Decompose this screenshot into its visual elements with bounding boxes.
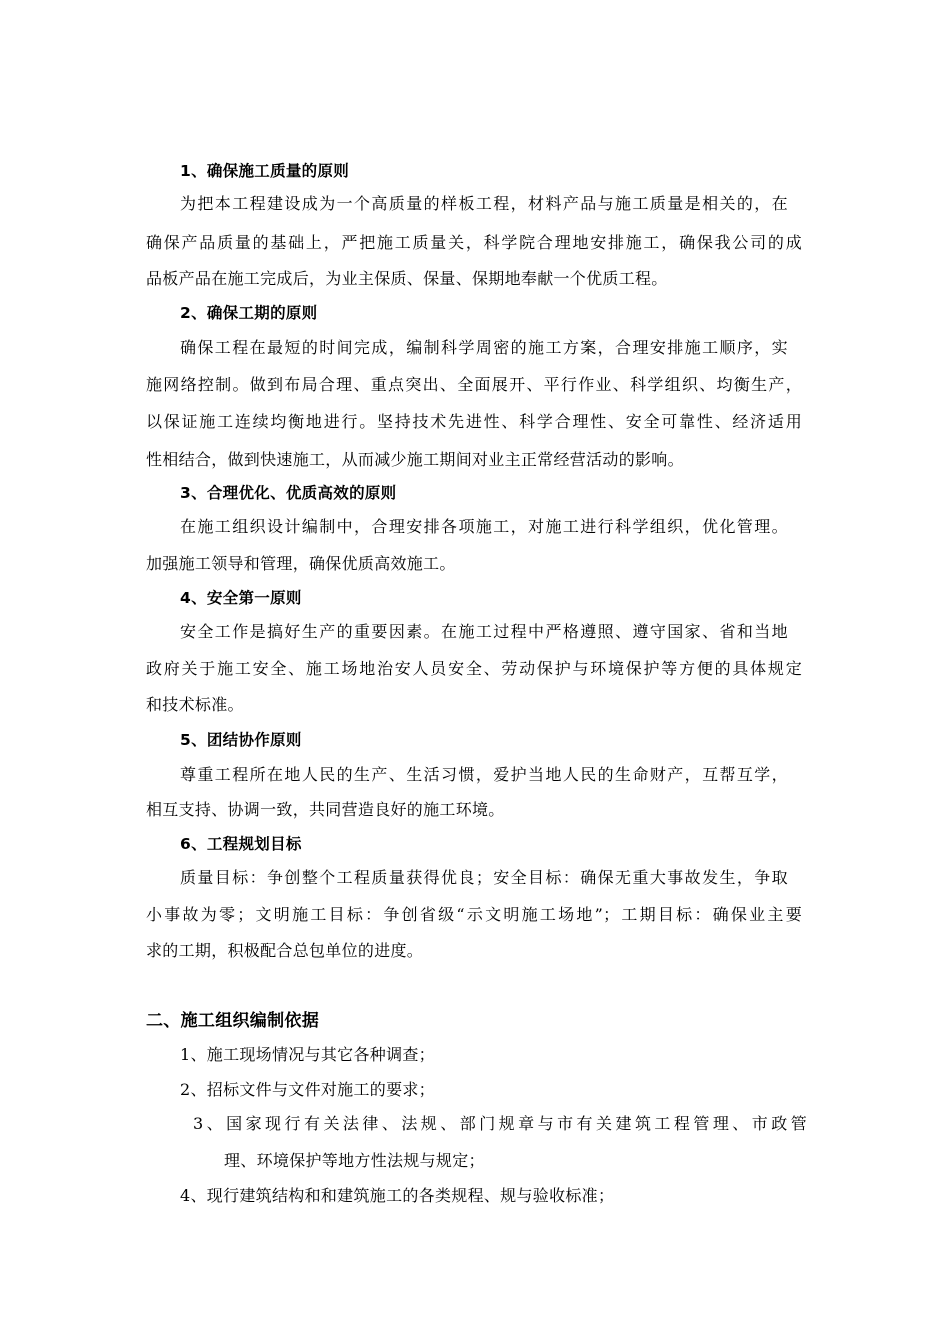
- section-2-heading: 2、确保工期的原则: [180, 304, 318, 322]
- section-2-line-3: 以保证施工连续均衡地进行。坚持技术先进性、科学合理性、安全可靠性、经济适用: [146, 412, 802, 431]
- section-5-heading: 5、团结协作原则: [180, 731, 302, 749]
- section-4-line-3: 和技术标准。: [146, 695, 244, 714]
- section-1-line-3: 品板产品在施工完成后，为业主保质、保量、保期地奉献一个优质工程。: [146, 269, 668, 288]
- section-6-line-2: 小事故为零；文明施工目标：争创省级“示文明施工场地”；工期目标：确保业主要: [146, 905, 802, 924]
- section-5-line-2: 相互支持、协调一致，共同营造良好的施工环境。: [146, 800, 505, 819]
- section-4-heading: 4、安全第一原则: [180, 589, 302, 607]
- basis-item-3: 3、国家现行有关法律、法规、部门规章与市有关建筑工程管理、市政管: [193, 1114, 807, 1133]
- section-1-heading: 1、确保施工质量的原则: [180, 162, 350, 180]
- section-6-line-3: 求的工期，积极配合总包单位的进度。: [146, 941, 424, 960]
- section-3-heading: 3、合理优化、优质高效的原则: [180, 484, 397, 502]
- chapter-2-heading: 二、施工组织编制依据: [146, 1011, 319, 1031]
- section-4-line-2: 政府关于施工安全、施工场地治安人员安全、劳动保护与环境保护等方便的具体规定: [146, 659, 802, 678]
- basis-item-1: 1、施工现场情况与其它各种调查；: [180, 1045, 435, 1064]
- section-6-line-1: 质量目标：争创整个工程质量获得优良；安全目标：确保无重大事故发生，争取: [180, 868, 788, 887]
- section-3-line-1: 在施工组织设计编制中，合理安排各项施工，对施工进行科学组织，优化管理。: [180, 517, 788, 536]
- basis-item-4: 4、现行建筑结构和和建筑施工的各类规程、规与验收标准；: [180, 1186, 615, 1205]
- basis-item-3-continued: 理、环境保护等地方性法规与规定；: [224, 1151, 485, 1170]
- basis-item-2: 2、招标文件与文件对施工的要求；: [180, 1080, 435, 1099]
- section-2-line-2: 施网络控制。做到布局合理、重点突出、全面展开、平行作业、科学组织、均衡生产，: [146, 375, 802, 394]
- section-2-line-1: 确保工程在最短的时间完成，编制科学周密的施工方案，合理安排施工顺序，实: [180, 338, 788, 357]
- section-3-line-2: 加强施工领导和管理，确保优质高效施工。: [146, 554, 456, 573]
- section-1-line-2: 确保产品质量的基础上，严把施工质量关，科学院合理地安排施工，确保我公司的成: [146, 233, 802, 252]
- section-1-line-1: 为把本工程建设成为一个高质量的样板工程，材料产品与施工质量是相关的，在: [180, 194, 788, 213]
- section-5-line-1: 尊重工程所在地人民的生产、生活习惯，爱护当地人民的生命财产，互帮互学，: [180, 765, 788, 784]
- section-6-heading: 6、工程规划目标: [180, 835, 302, 853]
- section-2-line-4: 性相结合，做到快速施工，从而减少施工期间对业主正常经营活动的影响。: [146, 450, 684, 469]
- section-4-line-1: 安全工作是搞好生产的重要因素。在施工过程中严格遵照、遵守国家、省和当地: [180, 622, 788, 641]
